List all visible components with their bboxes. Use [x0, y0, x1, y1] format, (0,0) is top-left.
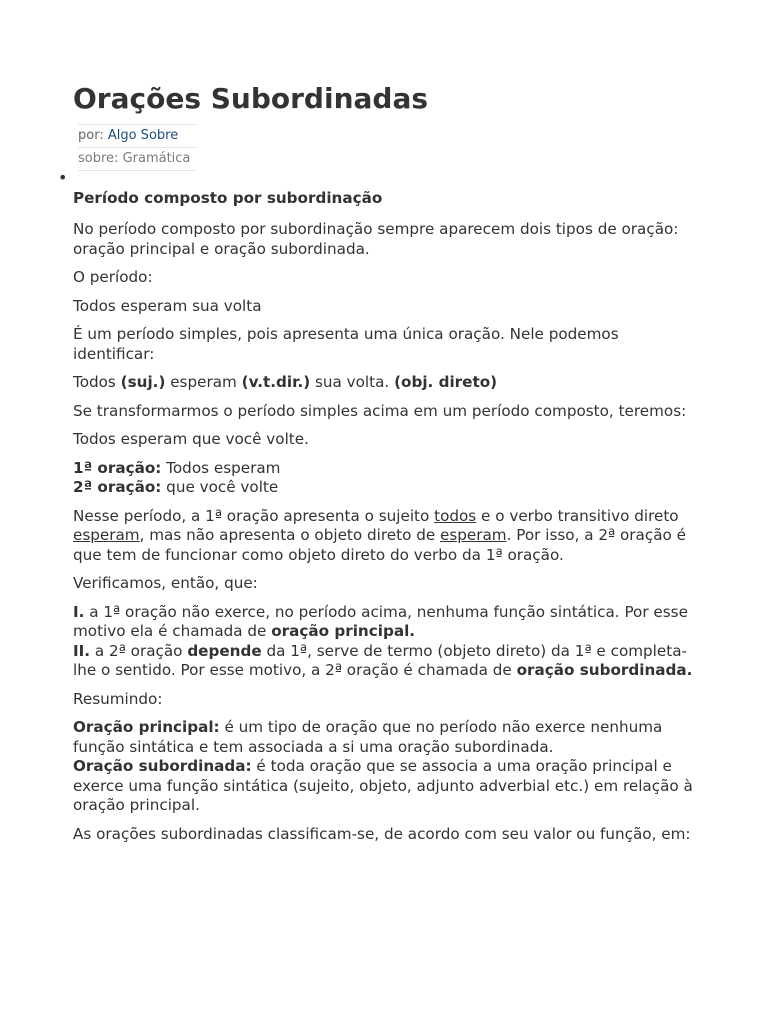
bold-span: (suj.) [120, 373, 166, 391]
paragraph-definitions [73, 718, 698, 816]
paragraph-periodo-label: O período: [73, 268, 153, 286]
paragraph-transform: Se transformarmos o período simples acima em um período composto, teremos: [73, 401, 687, 420]
text-span: esperam [165, 373, 242, 391]
clause-list [73, 459, 698, 498]
bold-span: depende [187, 641, 262, 660]
bullet-icon: • [58, 168, 68, 187]
bold-span: 1ª oração: [73, 458, 162, 477]
author-line [78, 124, 196, 147]
paragraph-simple-period: É um período simples, pois apresenta uma única oração. Nele podemos identificar: [73, 325, 619, 363]
text-span: da 1ª, serve de termo (objeto direto) da 1ª e completa-lhe o sentido. Por esse motivo, a 2ª oração é chamada de [73, 641, 687, 679]
text-span: é um tipo de oração que no período não exerce nenhuma função sintática e tem associada a si uma oração subordinada. [73, 718, 663, 756]
example-sentence-compound: Todos esperam que você volte. [73, 430, 309, 448]
author-label: por: [78, 128, 104, 143]
paragraph-classification: As orações subordinadas classificam-se, de acordo com seu valor ou função, em: [73, 824, 691, 843]
text-span: Nesse período, a 1ª oração apresenta o sujeito [73, 506, 435, 525]
example-sentence-simple: Todos esperam sua volta [73, 296, 262, 315]
underlined-span: esperam [440, 526, 507, 544]
subject-link[interactable]: Gramática [122, 151, 191, 166]
text-span: Todos esperam [161, 458, 281, 477]
bold-span: I. [73, 602, 85, 621]
bold-span: Oração principal: [73, 718, 220, 736]
paragraph-verify: Verificamos, então, que: [73, 574, 258, 592]
paragraph-points [73, 603, 698, 681]
underlined-span: esperam [73, 526, 140, 544]
bold-span: (obj. direto) [394, 373, 498, 391]
article-body [73, 186, 698, 853]
bold-span: 2ª oração: [73, 478, 162, 496]
page-title: Orações Subordinadas [73, 82, 429, 115]
text-span: , mas não apresenta o objeto direto de [139, 526, 441, 544]
text-span: sua volta. [310, 373, 395, 391]
paragraph-summary-label: Resumindo: [73, 689, 163, 708]
text-span: é toda oração que se associa a uma oração principal e exerce uma função sintática (sujeito, objeto, adjunto adverbial etc.) em relação à oração principal. [73, 757, 693, 814]
underlined-span: todos [434, 506, 477, 525]
text-span: a 2ª oração [90, 641, 188, 660]
analysis-simple [73, 373, 698, 393]
bold-span: (v.t.dir.) [241, 373, 311, 391]
subject-label: sobre: [78, 151, 119, 166]
text-span: Todos [73, 373, 121, 391]
paragraph-intro: No período composto por subordinação sempre aparecem dois tipos de oração: oração principal e oração subordinada. [73, 220, 679, 258]
subject-line [78, 147, 196, 171]
bold-span: oração subordinada. [516, 661, 693, 679]
bold-span: oração principal. [271, 622, 416, 640]
text-span: e o verbo transitivo direto [476, 506, 679, 525]
text-span: . Por isso, a 2ª oração é que tem de funcionar como objeto direto do verbo da 1ª oração. [73, 526, 686, 564]
paragraph-explanation [73, 507, 698, 566]
author-link[interactable]: Algo Sobre [107, 128, 179, 143]
bold-span: II. [73, 641, 91, 660]
text-span: que você volte [161, 478, 279, 496]
text-span: a 1ª oração não exerce, no período acima, nenhuma função sintática. Por esse motivo ela é chamada de [73, 602, 688, 640]
section-heading: Período composto por subordinação [73, 189, 383, 207]
bold-span: Oração subordinada: [73, 757, 252, 775]
